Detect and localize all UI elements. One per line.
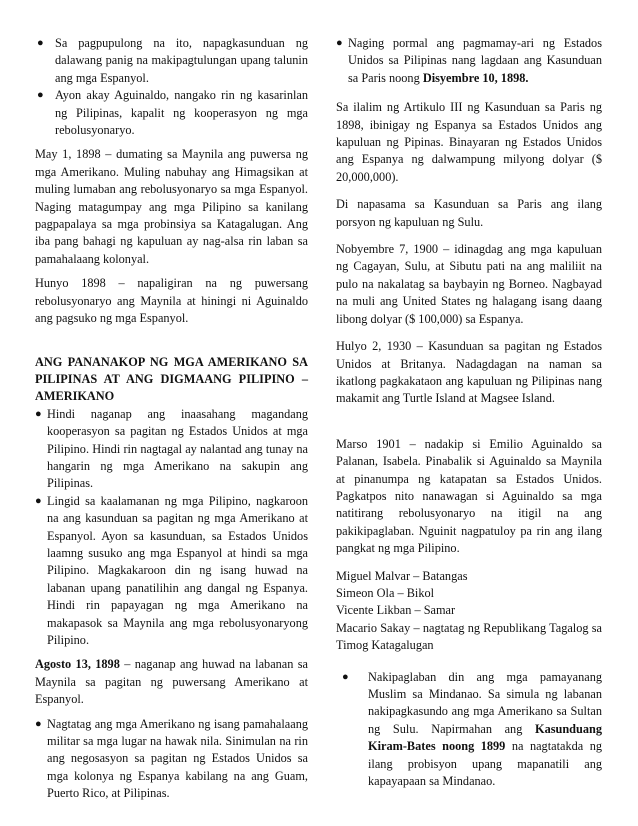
bullet-text: Hindi naganap ang inaasahang magandang kooperasyon sa pagitan ng Estados Unidos at mga Pilipino. Hindi rin nagtagal ay nalantad ang tunay na hangarin ng mga Amerikano na sakupin ang Pilipinas. xyxy=(47,406,308,491)
bullet-pagpupulong xyxy=(35,35,308,87)
kiram-text: Nakipaglaban din ang mga pamayanang Muslim sa Mindanao. Sa simula ng labanan nakipagkasundo ang mga Amerikano sa Sultan ng Sulu. Napirmahan ang xyxy=(368,669,602,736)
bullet-text xyxy=(348,35,602,87)
left-column xyxy=(35,35,308,803)
bullet-dot-icon: ● xyxy=(336,37,343,49)
bullet-pormal xyxy=(336,35,602,87)
paragraph-hunyo-1898: Hunyo 1898 – napaligiran na ng puwersang rebolusyonaryo ang Maynila at hiningi ni Aguinaldo ang pagsuko ng mga Espanyol. xyxy=(35,276,308,326)
bullet-text: Sa pagpupulong na ito, napagkasunduan ng dalawang panig na makipagtulungan upang talunin ang mga Espanyol. xyxy=(55,36,308,85)
bullet-kiram-bates xyxy=(336,669,602,791)
bullet-dot-icon: ● xyxy=(35,717,42,730)
agosto-date: Agosto 13, 1898 xyxy=(35,657,120,672)
paragraph-may-1898: May 1, 1898 – dumating sa Maynila ang puwersa ng mga Amerikano. Muling nabuhay ang Himagsikan at muling lumaban ang rebolusyonaryo sa mga Espanyol. Naging matagumpay ang mga Pilipino sa kanilang pagpapalaya sa mga probinsiya sa Katagalugan. Ang iba pang bahagi ng kapuluan ay nag-alsa rin laban sa pamahalaang kolonyal. xyxy=(35,147,308,266)
paragraph-agosto-1898 xyxy=(35,656,308,708)
bullet-pamahalaang-militar xyxy=(35,716,308,803)
kiram-rest: na nagtatakda ng ilang probisyon upang mapanatili ang kapayapaan sa Mindanao. xyxy=(368,739,603,789)
bullet-dot-icon: ● xyxy=(35,407,42,420)
bullet-dot-icon: ● xyxy=(342,670,349,683)
paragraph-nobyembre-1900: Nobyembre 7, 1900 – idinagdag ang mga kapuluan ng Cagayan, Sulu, at Sibutu pati na ang maliliit na pulo na nakalatag sa baybayin ng Borneo. Nagbayad na muli ang United States ng halagang isang daang libong dolyar ($ 100,000) sa Espanya. xyxy=(336,242,602,326)
bullet-aguinaldo xyxy=(35,87,308,139)
pormal-text: Naging pormal ang pagmamay-ari ng Estados Unidos sa Pilipinas nang lagdaan ang Kasunduan sa Paris noong xyxy=(348,36,602,85)
bullet-dot-icon: ● xyxy=(37,37,44,49)
leader-item: Miguel Malvar – Batangas xyxy=(336,568,468,583)
section-heading: ANG PANANAKOP NG MGA AMERIKANO SA PILIPINAS AT ANG DIGMAANG PILIPINO – AMERIKANO xyxy=(35,354,308,404)
paragraph-artikulo-iii: Sa ilalim ng Artikulo III ng Kasunduan sa Paris ng 1898, ibinigay ng Espanya sa Estados Unidos ang kapuluan ng Pipinas. Binayaran ng Estados Unidos ang Espanya ng dalwampung milyong dolyar ($ 20,000,000). xyxy=(336,100,602,184)
leader-item: Macario Sakay – nagtatag ng Republikang Tagalog sa Timog Katagalugan xyxy=(336,620,602,653)
bullet-lingid xyxy=(35,493,308,650)
paragraph-marso-1901: Marso 1901 – nadakip si Emilio Aguinaldo sa Palanan, Isabela. Pinabalik si Aguinaldo sa Maynila at pinanumpa ng katapatan sa Estados Unidos. Pagkatpos nito nanawagan si Aguinaldo sa mga natitirang rebolusyonaryo na itigil na ang pakikipaglaban. Nguinit nagpatuloy pa rin ang ilang pangkat ng mga Pilipino. xyxy=(336,436,602,556)
bullet-text: Ayon akay Aguinaldo, nangako rin ng kasarinlan ng Pilipinas, kapalit ng kooperasyon ng mga rebolusyonaryo. xyxy=(55,88,308,138)
paragraph-hulyo-1930: Hulyo 2, 1930 – Kasunduan sa pagitan ng Estados Unidos at Britanya. Nadagdagan na naman sa ikatlong pagkakataon ang kapuluan ng Pilipinas nang makamit ang Turtle Island at Magsee Island. xyxy=(336,339,602,406)
bullet-text xyxy=(368,669,602,791)
bullet-text: Lingid sa kaalamanan ng mga Pilipino, nagkaroon na ang kasunduan sa pagitan ng mga Amerikano at Espanyol. Ayon sa kasunduan, sa Estados Unidos laamng susuko ang mga Espanyol at hindi sa mga Pilipino. Magkakaroon din ng isang huwad na labanan upang panatilihin ang dangal ng Espanya. Hindi rin papayagan ng mga Amerikano na makapasok sa Maynila ang mga rebolusyonaryong Pilipino. xyxy=(47,493,308,647)
leader-item: Vicente Likban – Samar xyxy=(336,603,456,618)
paragraph-sulu: Di napasama sa Kasunduan sa Paris ang ilang porsyon ng kapuluan ng Sulu. xyxy=(336,197,602,229)
bullet-dot-icon: ● xyxy=(37,89,44,102)
bullet-dot-icon: ● xyxy=(35,494,42,507)
pormal-date: Disyembre 10, 1898. xyxy=(422,70,529,85)
bullet-text: Nagtatag ang mga Amerikano ng isang pamahalaang militar sa mga lugar na hawak nila. Sinimulan na rin ang negosasyon sa pagitan ng Estados Unidos sa mga kolonya ng Espanya kabilang na ang Guam, Puerto Rico, at Pilipinas. xyxy=(47,716,308,801)
leader-list xyxy=(336,568,602,655)
agosto-text: – naganap ang huwad na labanan sa Maynila sa pagitan ng puwersang Amerikano at Espanyol. xyxy=(35,657,308,707)
leader-item: Simeon Ola – Bikol xyxy=(336,585,435,600)
right-column xyxy=(336,35,602,790)
kiram-bold: Kasunduang Kiram-Bates noong 1899 xyxy=(368,721,602,754)
bullet-kooperasyon xyxy=(35,406,308,493)
